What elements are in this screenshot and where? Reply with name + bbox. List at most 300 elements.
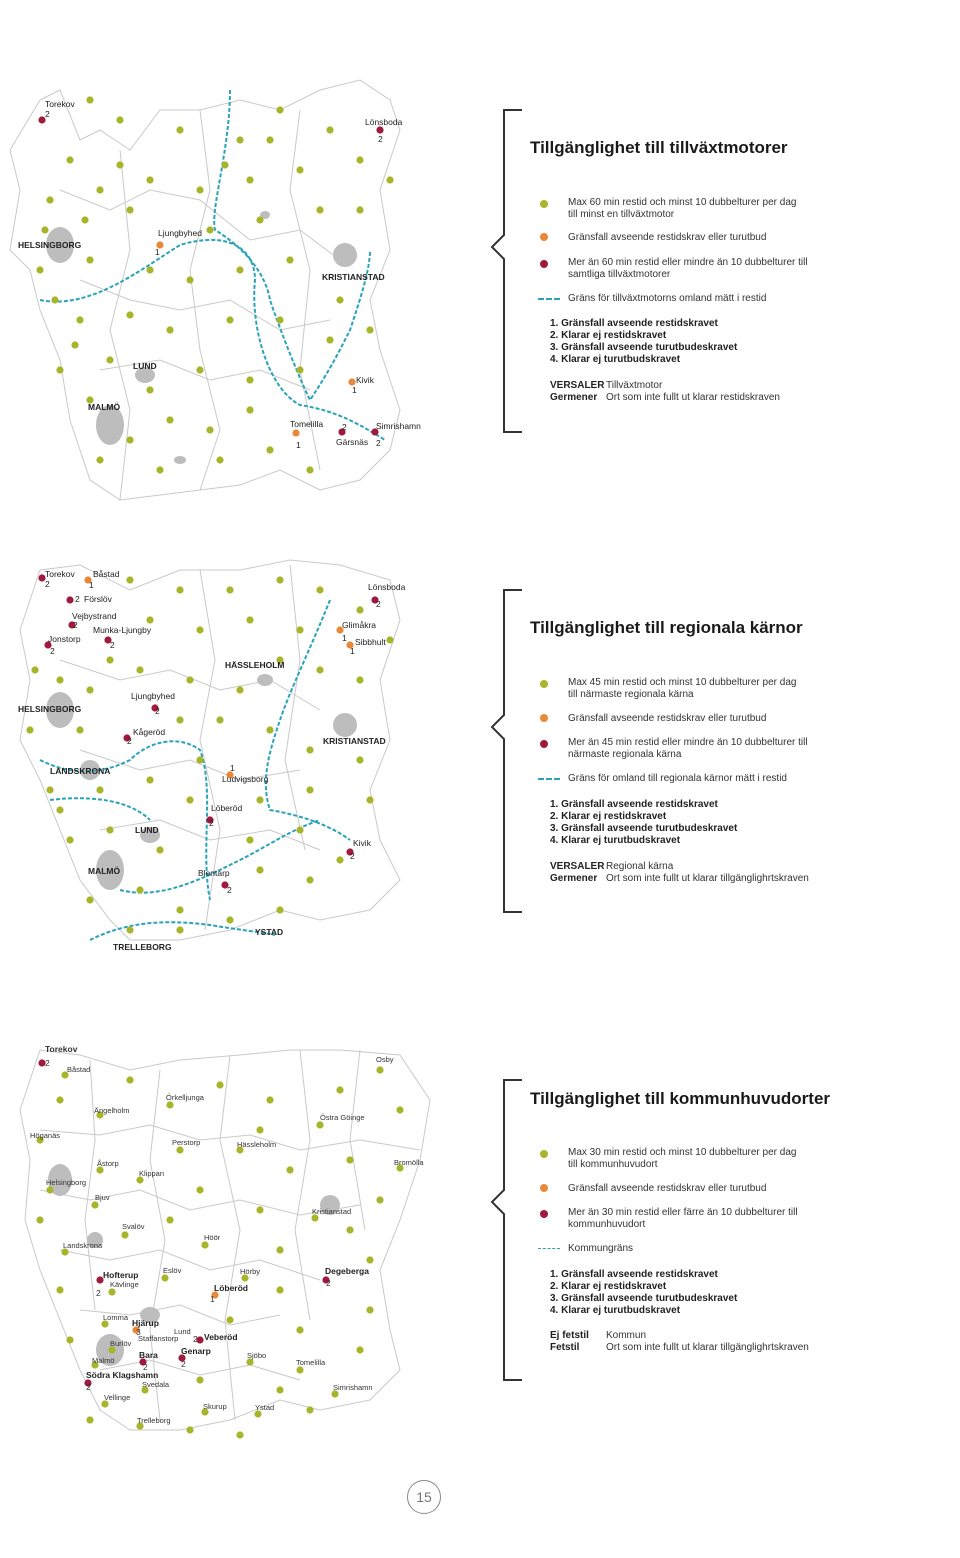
green-settlement-dot [266, 136, 273, 143]
label-forslov: Förslöv [84, 594, 112, 604]
label-kivik: Kivik [353, 838, 371, 848]
green-settlement-dot [36, 1216, 43, 1223]
label-simrishamn: Simrishamn [376, 421, 421, 431]
green-settlement-dot [46, 196, 53, 203]
label-ljungbyhed: Ljungbyhed [131, 691, 175, 701]
label-ystad: YSTAD [255, 927, 284, 937]
green-settlement-dot [276, 906, 283, 913]
label-malmo: MALMÖ [88, 866, 121, 876]
green-settlement-dot [276, 106, 283, 113]
green-settlement-dot [256, 796, 263, 803]
num-ludvigsborg: 1 [230, 763, 235, 773]
map-kommunhuvudorter [0, 1040, 500, 1440]
green-settlement-dot [221, 161, 228, 168]
num-forslov: 2 [75, 594, 80, 604]
label-lund: LUND [133, 361, 157, 371]
label-skurup: Skurup [203, 1402, 227, 1411]
label-hjarup: Hjärup [132, 1318, 159, 1328]
dot-layer [36, 96, 393, 473]
urban-areas [46, 674, 357, 890]
green-settlement-dot [216, 456, 223, 463]
label-malmo: MALMÖ [88, 402, 121, 412]
label-hassleholm: Hässleholm [237, 1140, 277, 1149]
green-settlement-dot [256, 1206, 263, 1213]
green-settlement-dot [186, 676, 193, 683]
legend-green-text: Max 45 min restid och minst 10 dubbelturer per dag till närmaste regionala kärna [568, 677, 797, 700]
green-settlement-dot [26, 726, 33, 733]
category-1: 1. Gränsfall avseende restidskravet [550, 318, 718, 329]
key-desc: Ort som inte fullt ut klarar tillgänglighrtskraven [606, 873, 809, 884]
num-munka: 2 [110, 640, 115, 650]
green-settlement-dot [126, 206, 133, 213]
label-bromolla: Bromölla [394, 1158, 424, 1167]
num-torekov: 2 [45, 1058, 50, 1068]
label-lonsboda: Lönsboda [365, 117, 403, 127]
green-settlement-dot [196, 186, 203, 193]
num-genarp: 2 [181, 1359, 186, 1369]
green-settlement-dot [356, 206, 363, 213]
green-settlement-dot [366, 326, 373, 333]
key-desc: Kommun [606, 1330, 647, 1341]
green-settlement-dot [106, 826, 113, 833]
label-sjobo: Sjöbo [247, 1351, 267, 1360]
num-garsnas: 2 [342, 422, 347, 432]
label-horby: Hörby [240, 1267, 261, 1276]
label-jonstorp: Jonstorp [48, 634, 81, 644]
green-settlement-dot [296, 166, 303, 173]
green-settlement-dot [121, 1231, 128, 1238]
key-term: Germener [550, 392, 598, 403]
green-settlement-dot [176, 586, 183, 593]
red-settlement-dot [66, 596, 73, 603]
green-settlement-dot [146, 266, 153, 273]
green-settlement-dot [166, 416, 173, 423]
key-term: Fetstil [550, 1342, 580, 1353]
legend-red-text: Mer än 60 min restid eller mindre än 10 dubbelturer till samtliga tillväxtmotorer [568, 257, 808, 280]
label-hassleholm: HÄSSLEHOLM [225, 660, 285, 670]
green-settlement-dot [286, 256, 293, 263]
dashed-line-icon [538, 298, 560, 300]
num-hofterup: 2 [96, 1288, 101, 1298]
category-3: 3. Gränsfall avseende turutbudeskravet [550, 823, 738, 834]
label-tomelilla: Tomelilla [290, 419, 324, 429]
legend-bracket [490, 70, 530, 510]
green-dot-icon [540, 200, 548, 208]
label-orkelljunga: Örkelljunga [166, 1093, 204, 1102]
category-4: 4. Klarar ej turutbudskravet [550, 1305, 681, 1316]
green-settlement-dot [161, 1274, 168, 1281]
label-veberod: Veberöd [204, 1332, 238, 1342]
green-settlement-dot [316, 586, 323, 593]
legend-title: Tillgänglighet till tillväxtmotorer [530, 138, 788, 157]
green-settlement-dot [356, 756, 363, 763]
label-ludvigsborg: Ludvigsborg [222, 774, 269, 784]
label-lund: Lund [174, 1327, 191, 1336]
green-settlement-dot [96, 186, 103, 193]
key-term: VERSALER [550, 380, 605, 391]
key-desc: Tillväxtmotor [606, 380, 663, 391]
label-eslov: Eslöv [163, 1266, 182, 1275]
panel-tillvaxtmotorer [0, 70, 960, 510]
green-settlement-dot [386, 636, 393, 643]
category-3: 3. Gränsfall avseende turutbudeskravet [550, 1293, 738, 1304]
green-settlement-dot [86, 896, 93, 903]
municipal-borders [20, 1050, 430, 1430]
green-settlement-dot [296, 366, 303, 373]
label-klippan: Klippan [139, 1169, 165, 1178]
label-lund: LUND [135, 825, 159, 835]
green-settlement-dot [366, 1256, 373, 1263]
green-settlement-dot [146, 616, 153, 623]
green-settlement-dot [56, 1096, 63, 1103]
label-svedala: Svedala [142, 1380, 170, 1389]
green-settlement-dot [376, 1196, 383, 1203]
green-settlement-dot [176, 716, 183, 723]
label-helsingborg: Helsingborg [46, 1178, 87, 1187]
label-loberod: Löberöd [211, 803, 243, 813]
page-number: 15 [407, 1480, 441, 1514]
legend-tillvaxtmotorer [490, 70, 960, 510]
category-2: 2. Klarar ej restidskravet [550, 811, 667, 822]
green-settlement-dot [176, 126, 183, 133]
num-kagerod: 2 [127, 736, 132, 746]
green-settlement-dot [256, 1126, 263, 1133]
label-torekov: Torekov [45, 1044, 78, 1054]
green-settlement-dot [346, 1226, 353, 1233]
green-settlement-dot [316, 1121, 323, 1128]
green-settlement-dot [186, 796, 193, 803]
key-versaler [550, 861, 673, 873]
green-settlement-dot [246, 176, 253, 183]
num-lonsboda: 2 [376, 599, 381, 609]
green-settlement-dot [236, 136, 243, 143]
label-helsingborg: HELSINGBORG [18, 704, 82, 714]
green-settlement-dot [126, 1076, 133, 1083]
dashed-line-icon [538, 778, 560, 780]
red-dot-icon [540, 1210, 548, 1218]
label-tomelilla: Tomelilla [296, 1358, 326, 1367]
label-hoor: Höör [204, 1233, 221, 1242]
green-settlement-dot [296, 1326, 303, 1333]
green-settlement-dot [86, 1416, 93, 1423]
legend-red-text: Mer än 45 min restid eller mindre än 10 dubbelturer till närmaste regionala kärna [568, 737, 808, 760]
map-tillvaxtmotorer [0, 70, 500, 510]
green-settlement-dot [176, 1146, 183, 1153]
label-hofterup: Hofterup [103, 1270, 139, 1280]
place-labels [18, 569, 406, 952]
legend-line-text: Gräns för omland till regionala kärnor mätt i restid [568, 773, 787, 784]
num-simrishamn: 2 [376, 438, 381, 448]
key-germener [550, 392, 780, 404]
orange-settlement-dot [292, 429, 299, 436]
green-settlement-dot [266, 1096, 273, 1103]
label-garsnas: Gärsnäs [336, 437, 369, 447]
label-munka: Munka-Ljungby [93, 625, 152, 635]
category-1: 1. Gränsfall avseende restidskravet [550, 799, 718, 810]
num-degeberga: 2 [326, 1278, 331, 1288]
green-settlement-dot [246, 836, 253, 843]
label-bastad: Båstad [93, 569, 120, 579]
category-4: 4. Klarar ej turutbudskravet [550, 354, 681, 365]
green-settlement-dot [326, 336, 333, 343]
label-ljungbyhed: Ljungbyhed [158, 228, 202, 238]
label-astorp: Åstorp [97, 1159, 119, 1168]
label-trelleborg: Trelleborg [137, 1416, 171, 1425]
legend-orange-text: Gränsfall avseende restidskrav eller turutbud [568, 232, 767, 243]
label-sodraklagshamn: Södra Klagshamn [86, 1370, 159, 1380]
green-settlement-dot [106, 356, 113, 363]
green-settlement-dot [206, 426, 213, 433]
num-sodraklagshamn: 2 [86, 1382, 91, 1392]
green-settlement-dot [136, 886, 143, 893]
green-settlement-dot [96, 786, 103, 793]
green-settlement-dot [56, 1286, 63, 1293]
label-trelleborg: TRELLEBORG [113, 942, 172, 952]
green-settlement-dot [346, 1156, 353, 1163]
green-settlement-dot [86, 96, 93, 103]
label-svalov: Svalöv [122, 1222, 145, 1231]
green-settlement-dot [216, 1081, 223, 1088]
orange-dot-icon [540, 233, 548, 241]
legend-title: Tillgänglighet till regionala kärnor [530, 618, 803, 637]
green-settlement-dot [116, 161, 123, 168]
label-kristianstad: Kristianstad [312, 1207, 352, 1216]
label-vejbystrand: Vejbystrand [72, 611, 117, 621]
category-3: 3. Gränsfall avseende turutbudeskravet [550, 342, 738, 353]
green-settlement-dot [306, 876, 313, 883]
label-degeberga: Degeberga [325, 1266, 369, 1276]
label-osby: Osby [376, 1055, 394, 1064]
red-settlement-dot [376, 126, 383, 133]
green-settlement-dot [116, 116, 123, 123]
green-settlement-dot [186, 1426, 193, 1433]
boundary-line-2 [90, 600, 350, 940]
category-4: 4. Klarar ej turutbudskravet [550, 835, 681, 846]
label-simrishamn: Simrishamn [333, 1383, 373, 1392]
num-bastad: 1 [89, 580, 94, 590]
orange-dot-icon [540, 714, 548, 722]
category-2: 2. Klarar ej restidskravet [550, 330, 667, 341]
green-settlement-dot [56, 806, 63, 813]
green-settlement-dot [326, 126, 333, 133]
green-settlement-dot [276, 1286, 283, 1293]
green-settlement-dot [41, 226, 48, 233]
legend-bracket [490, 560, 530, 960]
green-settlement-dot [286, 1166, 293, 1173]
num-bara: 2 [143, 1362, 148, 1372]
legend-orange-text: Gränsfall avseende restidskrav eller turutbud [568, 1183, 767, 1194]
green-settlement-dot [306, 746, 313, 753]
legend-kommunhuvudorter [490, 1040, 960, 1440]
green-settlement-dot [376, 1066, 383, 1073]
num-veberod: 2 [193, 1334, 198, 1344]
num-lonsboda: 2 [378, 134, 383, 144]
green-settlement-dot [226, 916, 233, 923]
key-desc: Ort som inte fullt ut klarar tillgänglighrtskraven [606, 1342, 809, 1353]
green-settlement-dot [126, 311, 133, 318]
legend-green-text: Max 60 min restid och minst 10 dubbelturer per dag till minst en tillväxtmotor [568, 197, 797, 220]
green-settlement-dot [256, 216, 263, 223]
green-settlement-dot [108, 1288, 115, 1295]
label-ystad: Ystad [255, 1403, 275, 1412]
legend-line-text: Kommungräns [568, 1243, 634, 1254]
key-germener [550, 873, 809, 885]
green-settlement-dot [296, 826, 303, 833]
key-versaler [550, 380, 662, 392]
num-ljungbyhed: 1 [155, 247, 160, 257]
orange-dot-icon [540, 1184, 548, 1192]
key-fetstil [550, 1342, 809, 1354]
num-glimakra: 1 [342, 633, 347, 643]
green-settlement-dot [226, 316, 233, 323]
num-ljungbyhed: 2 [155, 706, 160, 716]
key-desc: Ort som inte fullt ut klarar restidskraven [606, 392, 780, 403]
category-2: 2. Klarar ej restidskravet [550, 1281, 667, 1292]
label-hoganas: Höganäs [30, 1131, 61, 1140]
green-settlement-dot [66, 836, 73, 843]
green-settlement-dot [306, 786, 313, 793]
num-sibbhult: 1 [350, 646, 355, 656]
label-kristianstad: KRISTIANSTAD [323, 736, 386, 746]
green-settlement-dot [356, 156, 363, 163]
label-kavlinge: Kävlinge [110, 1280, 139, 1289]
green-settlement-dot [356, 1346, 363, 1353]
green-settlement-dot [246, 616, 253, 623]
label-sibbhult: Sibbhult [355, 637, 386, 647]
green-settlement-dot [336, 1086, 343, 1093]
label-helsingborg: HELSINGBORG [18, 240, 82, 250]
label-staffanstorp: Staffanstorp [138, 1334, 179, 1343]
green-settlement-dot [296, 626, 303, 633]
label-angelholm: Ängelholm [94, 1106, 130, 1115]
green-settlement-dot [306, 466, 313, 473]
green-settlement-dot [196, 756, 203, 763]
key-term: Ej fetstil [550, 1330, 589, 1341]
label-burlov: Burlöv [110, 1339, 132, 1348]
legend-regionala-karnor [490, 560, 960, 960]
green-settlement-dot [296, 1366, 303, 1373]
green-settlement-dot [51, 296, 58, 303]
label-bastad: Båstad [67, 1065, 91, 1074]
green-settlement-dot [266, 446, 273, 453]
num-vejbystrand: 2 [73, 620, 78, 630]
key-ej-fetstil [550, 1330, 646, 1342]
green-settlement-dot [196, 1186, 203, 1193]
green-settlement-dot [56, 676, 63, 683]
legend-bracket [490, 1040, 530, 1440]
green-dot-icon [540, 1150, 548, 1158]
green-settlement-dot [276, 316, 283, 323]
legend-orange-text: Gränsfall avseende restidskrav eller turutbud [568, 713, 767, 724]
label-kristianstad: KRISTIANSTAD [322, 272, 385, 282]
green-settlement-dot [46, 1186, 53, 1193]
label-bara: Bara [139, 1350, 158, 1360]
green-settlement-dot [356, 606, 363, 613]
green-settlement-dot [276, 576, 283, 583]
label-vellinge: Vellinge [104, 1393, 131, 1402]
legend-line-text: Gräns för tillväxtmotorns omland mätt i restid [568, 293, 767, 304]
green-settlement-dot [386, 176, 393, 183]
label-kivik: Kivik [356, 375, 374, 385]
num-loberod: 1 [210, 1294, 215, 1304]
green-settlement-dot [216, 716, 223, 723]
num-jonstorp: 2 [50, 646, 55, 656]
label-bjuv: Bjuv [95, 1193, 110, 1202]
green-settlement-dot [46, 786, 53, 793]
legend-green-text: Max 30 min restid och minst 10 dubbelturer per dag till kommunhuvudort [568, 1147, 797, 1170]
panel-regionala-karnor [0, 560, 960, 960]
num-torekov: 2 [45, 579, 50, 589]
key-term: Germener [550, 873, 598, 884]
category-1: 1. Gränsfall avseende restidskravet [550, 1269, 718, 1280]
green-settlement-dot [266, 726, 273, 733]
green-settlement-dot [176, 926, 183, 933]
green-settlement-dot [126, 926, 133, 933]
green-settlement-dot [196, 626, 203, 633]
green-settlement-dot [316, 206, 323, 213]
green-settlement-dot [201, 1241, 208, 1248]
legend-title: Tillgänglighet till kommunhuvudorter [530, 1089, 831, 1108]
green-settlement-dot [96, 456, 103, 463]
green-settlement-dot [136, 666, 143, 673]
green-settlement-dot [236, 266, 243, 273]
green-settlement-dot [366, 796, 373, 803]
green-settlement-dot [256, 866, 263, 873]
green-settlement-dot [276, 1246, 283, 1253]
legend-red-text: Mer än 30 min restid eller färre än 10 dubbelturer till kommunhuvudort [568, 1207, 798, 1230]
green-settlement-dot [66, 156, 73, 163]
green-settlement-dot [226, 586, 233, 593]
green-settlement-dot [86, 686, 93, 693]
green-settlement-dot [166, 1101, 173, 1108]
dashed-line-icon [538, 1248, 560, 1249]
num-loberod: 2 [209, 818, 214, 828]
green-settlement-dot [106, 656, 113, 663]
green-dot-icon [540, 680, 548, 688]
panel-kommunhuvudorter [0, 1040, 960, 1440]
green-settlement-dot [76, 726, 83, 733]
num-hjarup: 3 [136, 1327, 141, 1337]
green-settlement-dot [396, 1106, 403, 1113]
label-lomma: Lomma [103, 1313, 129, 1322]
green-settlement-dot [86, 256, 93, 263]
num-kivik: 1 [352, 385, 357, 395]
green-settlement-dot [91, 1201, 98, 1208]
green-settlement-dot [336, 856, 343, 863]
label-malmo: Malmö [92, 1356, 115, 1365]
green-settlement-dot [66, 1336, 73, 1343]
green-settlement-dot [166, 326, 173, 333]
green-settlement-dot [196, 366, 203, 373]
red-dot-icon [540, 740, 548, 748]
green-settlement-dot [196, 1376, 203, 1383]
label-ostragoinge: Östra Göinge [320, 1113, 365, 1122]
key-term: VERSALER [550, 861, 605, 872]
label-torekov: Torekov [45, 569, 75, 579]
label-genarp: Genarp [181, 1346, 211, 1356]
label-lonsboda: Lönsboda [368, 582, 406, 592]
green-settlement-dot [146, 776, 153, 783]
green-settlement-dot [316, 666, 323, 673]
label-blentarp: Blentarp [198, 868, 230, 878]
label-kagerod: Kågeröd [133, 727, 166, 737]
green-settlement-dot [126, 576, 133, 583]
green-settlement-dot [31, 666, 38, 673]
green-settlement-dot [206, 226, 213, 233]
green-settlement-dot [276, 1386, 283, 1393]
label-landskrona: Landskrona [63, 1241, 103, 1250]
key-desc: Regional kärna [606, 861, 674, 872]
